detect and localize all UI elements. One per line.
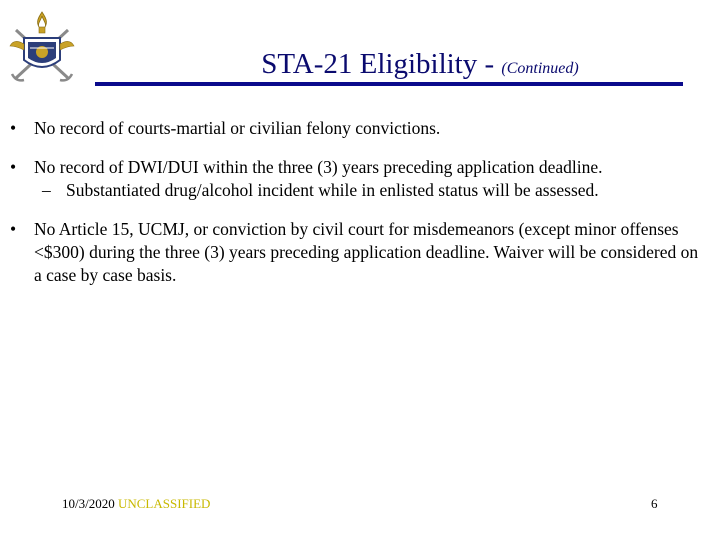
sub-bullet-dash: – [42, 180, 51, 200]
bullet-item [10, 218, 710, 287]
bullet-list [10, 117, 710, 303]
bullet-item [10, 117, 710, 140]
footer-date-text: 10/3/2020 [62, 496, 115, 511]
bullet-dot: • [10, 118, 17, 138]
title-text: STA-21 Eligibility - [261, 48, 495, 80]
page-number: 6 [651, 496, 658, 511]
sub-bullet-item [34, 179, 710, 202]
bullet-text: No record of DWI/DUI within the three (3) years preceding application deadline. [34, 157, 603, 177]
footer-date [62, 496, 210, 512]
bullet-dot: • [10, 219, 17, 239]
bullet-text: No Article 15, UCMJ, or conviction by civil court for misdemeanors (except minor offenses <$300) during the three (3) years preceding application deadline. Waiver will be considered on a case by case basis. [34, 219, 699, 285]
navy-officer-emblem-icon [8, 8, 76, 88]
bullet-dot: • [10, 157, 17, 177]
bullet-text: No record of courts-martial or civilian felony convictions. [34, 118, 441, 138]
title-underline [95, 82, 683, 86]
classification-label: UNCLASSIFIED [117, 496, 211, 511]
bullet-item [10, 156, 710, 202]
sub-bullet-text: Substantiated drug/alcohol incident while in enlisted status will be assessed. [66, 180, 599, 200]
title-subtitle: (Continued) [501, 60, 579, 77]
